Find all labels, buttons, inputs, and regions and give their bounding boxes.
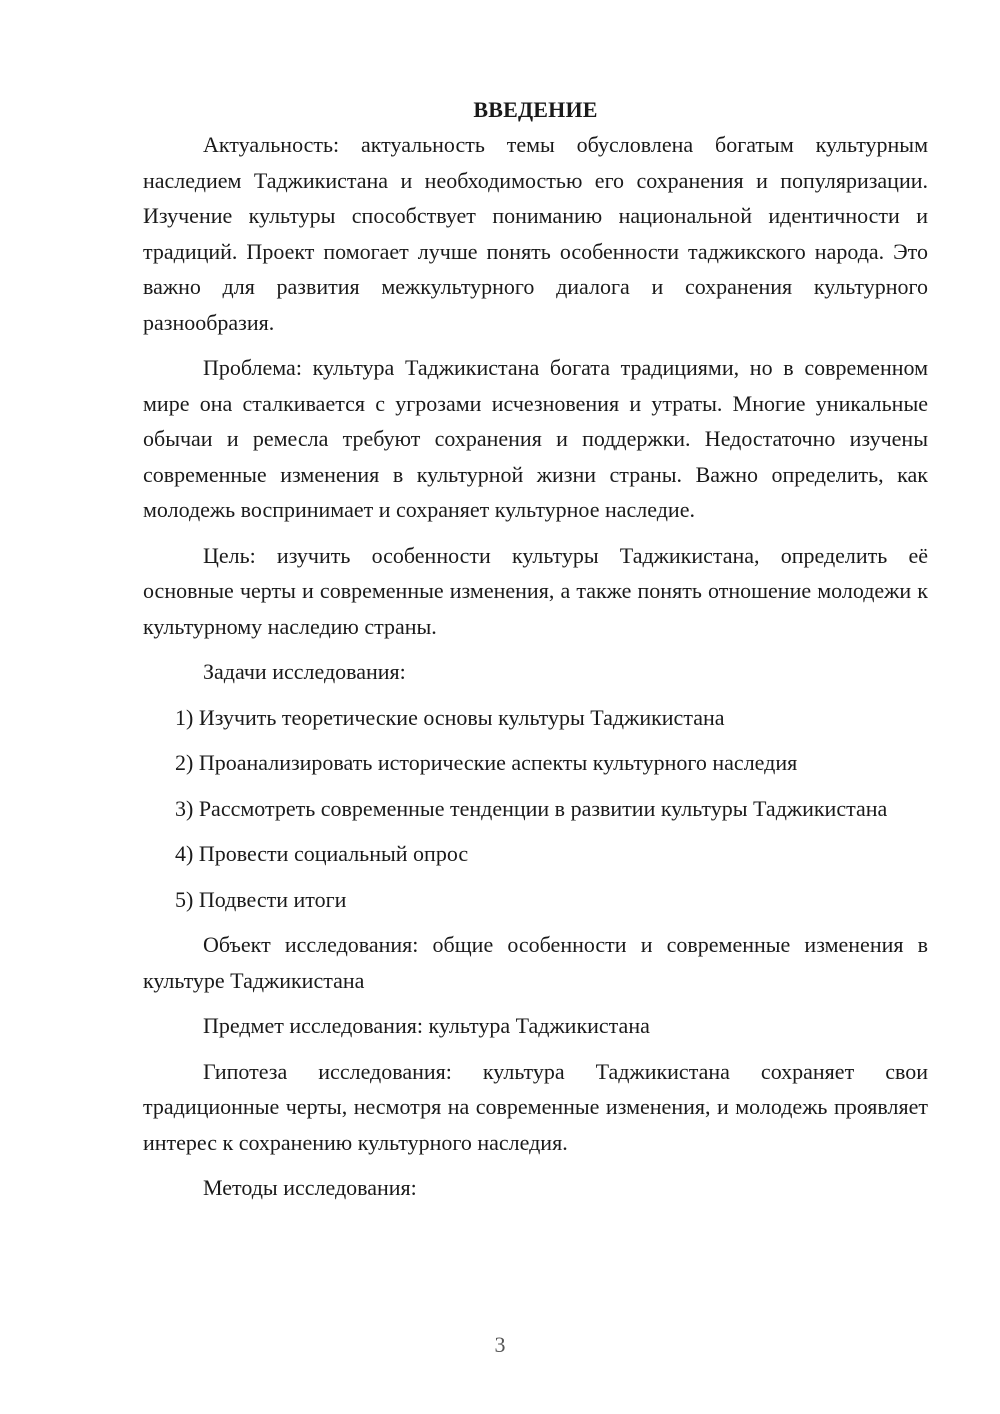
task-item-4: 4) Провести социальный опрос: [175, 841, 469, 866]
paragraph-problem: Проблема: культура Таджикистана богата традициями, но в современном мире она сталкивается с угрозами исчезновения и утраты. Многие уникальные обычаи и ремесла требуют сохранения и поддержки. Недостаточно изучены современные изменения в культурной жизни страны. Важно определить, как молодежь воспринимает и сохраняет культурное наследие.: [143, 355, 928, 522]
task-item-1: 1) Изучить теоретические основы культуры Таджикистана: [175, 704, 725, 730]
task-item-2: 2) Проанализировать исторические аспекты культурного наследия: [175, 750, 798, 775]
section-title: ВВЕДЕНИЕ: [473, 97, 598, 122]
paragraph-subject: Предмет исследования: культура Таджикистана: [203, 1013, 650, 1038]
paragraph-hypothesis: Гипотеза исследования: культура Таджикистана сохраняет свои традиционные черты, несмотря на современные изменения, и молодежь проявляет интерес к сохранению культурного наследия.: [143, 1058, 928, 1155]
task-item-3: 3) Рассмотреть современные тенденции в развитии культуры Таджикистана: [175, 795, 888, 821]
methods-heading: Методы исследования:: [203, 1175, 417, 1200]
paragraph-object: Объект исследования: общие особенности и современные изменения в культуре Таджикистана: [143, 932, 928, 993]
paragraph-goal: Цель: изучить особенности культуры Таджикистана, определить её основные черты и современные изменения, а также понять отношение молодежи к культурному наследию страны.: [143, 542, 928, 639]
document-page: [143, 92, 928, 1216]
page-number: 3: [494, 1332, 506, 1357]
tasks-heading: Задачи исследования:: [203, 659, 406, 684]
paragraph-relevance: Актуальность: актуальность темы обусловлена богатым культурным наследием Таджикистана и необходимостью его сохранения и популяризации. Изучение культуры способствует пониманию национальной идентичности и традиций. Проект помогает лучше понять особенности таджикского народа. Это важно для развития межкультурного диалога и сохранения культурного разнообразия.: [143, 132, 928, 335]
task-item-5: 5) Подвести итоги: [175, 886, 347, 912]
